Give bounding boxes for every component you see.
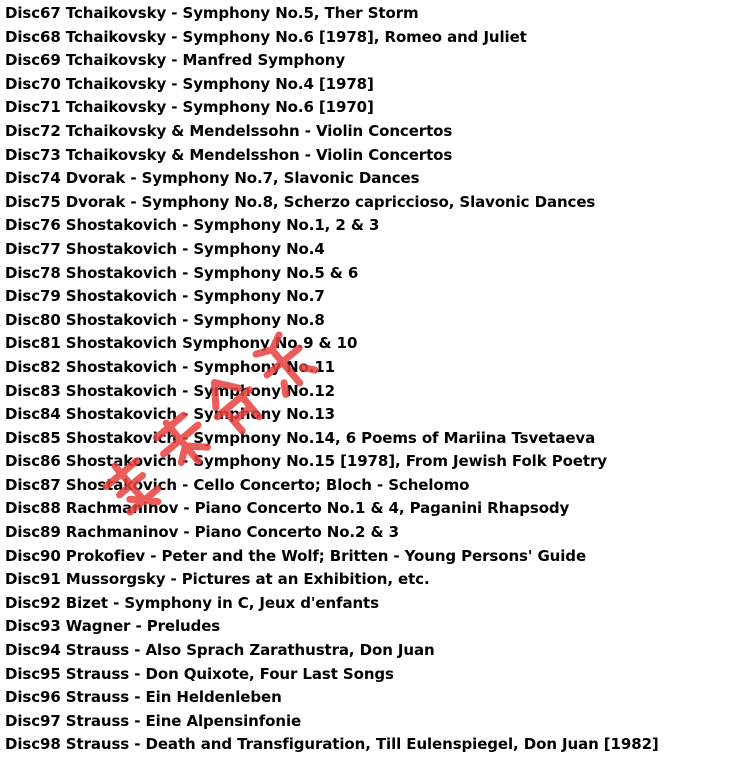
disc-list-item: Disc73 Tchaikovsky & Mendelsshon - Violin Concertos [5,145,453,164]
disc-list-item: Disc68 Tchaikovsky - Symphony No.6 [1978], Romeo and Juliet [5,27,527,46]
disc-list-item: Disc72 Tchaikovsky & Mendelssohn - Violin Concertos [5,121,453,140]
disc-list-item: Disc93 Wagner - Preludes [5,617,221,636]
disc-track-list [5,2,659,757]
disc-list-item: Disc97 Strauss - Eine Alpensinfonie [5,711,302,730]
disc-list-item: Disc85 Shostakovich - Symphony No.14, 6 Poems of Mariina Tsvetaeva [5,428,596,447]
disc-list-item: Disc88 Rachmaninov - Piano Concerto No.1 & 4, Paganini Rhapsody [5,499,570,518]
disc-list-item: Disc78 Shostakovich - Symphony No.5 & 6 [5,263,359,282]
disc-list-item: Disc90 Prokofiev - Peter and the Wolf; Britten - Young Persons' Guide [5,546,587,565]
disc-list-item: Disc87 Shostakovich - Cello Concerto; Bloch - Schelomo [5,475,470,494]
disc-list-item: Disc91 Mussorgsky - Pictures at an Exhibition, etc. [5,570,430,589]
disc-list-item: Disc83 Shostakovich - Symphony No.12 [5,381,335,400]
disc-list-item: Disc96 Strauss - Ein Heldenleben [5,688,282,707]
disc-list-item: Disc74 Dvorak - Symphony No.7, Slavonic Dances [5,169,420,188]
disc-list-item: Disc95 Strauss - Don Quixote, Four Last Songs [5,664,394,683]
disc-list-item: Disc86 Shostakovich - Symphony No.15 [1978], From Jewish Folk Poetry [5,452,607,471]
disc-list-item: Disc69 Tchaikovsky - Manfred Symphony [5,51,346,70]
disc-list-item: Disc92 Bizet - Symphony in C, Jeux d'enfants [5,593,379,612]
disc-list-item: Disc76 Shostakovich - Symphony No.1, 2 & 3 [5,216,380,235]
disc-list-item: Disc70 Tchaikovsky - Symphony No.4 [1978] [5,74,374,93]
disc-list-item: Disc82 Shostakovich - Symphony No.11 [5,357,335,376]
disc-list-item: Disc77 Shostakovich - Symphony No.4 [5,239,325,258]
disc-list-item: Disc80 Shostakovich - Symphony No.8 [5,310,325,329]
disc-list-item: Disc84 Shostakovich - Symphony No.13 [5,405,335,424]
disc-list-item: Disc71 Tchaikovsky - Symphony No.6 [1970] [5,98,374,117]
disc-list-item: Disc89 Rachmaninov - Piano Concerto No.2 & 3 [5,523,399,542]
disc-list-item: Disc94 Strauss - Also Sprach Zarathustra, Don Juan [5,641,435,660]
disc-list-item: Disc75 Dvorak - Symphony No.8, Scherzo capriccioso, Slavonic Dances [5,192,596,211]
disc-list-item: Disc81 Shostakovich Symphony No.9 & 10 [5,334,358,353]
disc-list-item: Disc79 Shostakovich - Symphony No.7 [5,287,325,306]
disc-list-item: Disc67 Tchaikovsky - Symphony No.5, Ther Storm [5,4,419,22]
disc-list-item: Disc98 Strauss - Death and Transfiguration, Till Eulenspiegel, Don Juan [1982] [5,735,659,754]
